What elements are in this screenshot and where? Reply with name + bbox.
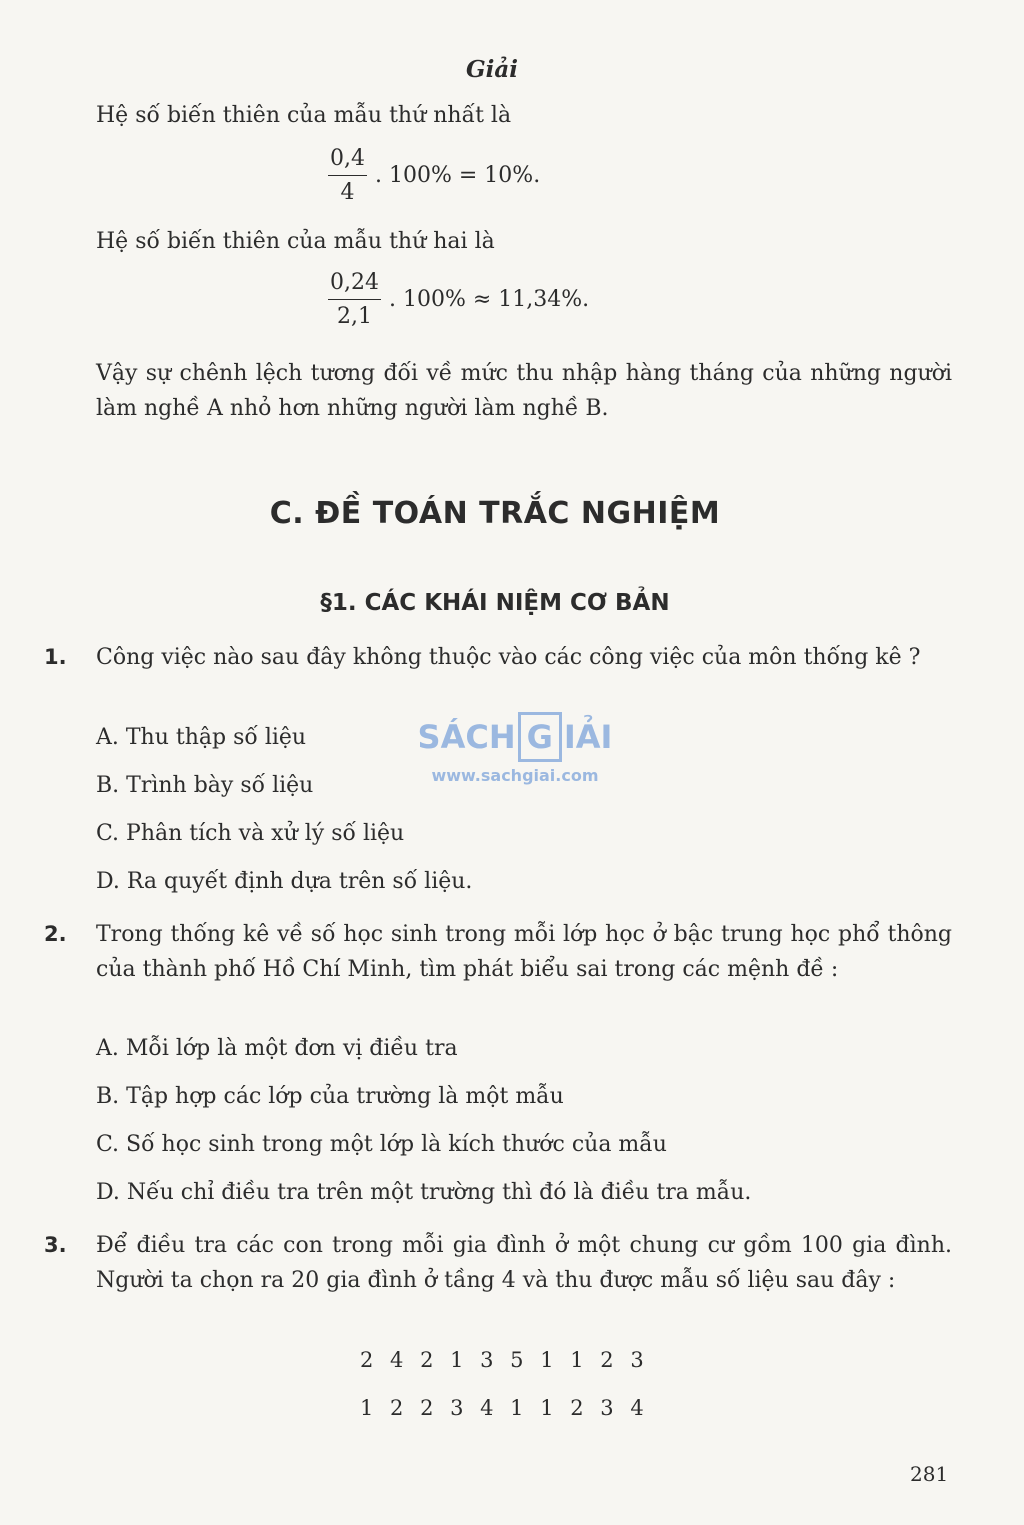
question-3-data-row-2: 1 2 2 3 4 1 1 2 3 4 (360, 1396, 649, 1420)
solution-conclusion: Vậy sự chênh lệch tương đối về mức thu nhập hàng tháng của những người làm nghề A nhỏ hơn những người làm nghề B. (96, 361, 952, 421)
solution-line-1: Hệ số biến thiên của mẫu thứ nhất là (96, 103, 512, 128)
formula-1 (328, 146, 540, 205)
question-1-option-a: A. Thu thập số liệu (96, 725, 307, 750)
watermark (410, 712, 620, 785)
fraction-2-denominator: 2,1 (336, 304, 372, 329)
question-2-option-b: B. Tập hợp các lớp của trường là một mẫu (96, 1084, 564, 1109)
fraction-1-denominator: 4 (340, 180, 355, 205)
formula-2 (328, 270, 589, 329)
fraction-1-numerator: 0,4 (328, 146, 367, 176)
page-number: 281 (910, 1462, 949, 1486)
watermark-g-icon: G (518, 712, 562, 762)
solution-line-2: Hệ số biến thiên của mẫu thứ hai là (96, 229, 495, 254)
fraction-2 (328, 270, 381, 329)
question-1-option-c: C. Phân tích và xử lý số liệu (96, 821, 405, 846)
watermark-brand-left: SÁCH (417, 718, 516, 756)
question-3-data-row-1: 2 4 2 1 3 5 1 1 2 3 (360, 1348, 649, 1372)
section-title: C. ĐỀ TOÁN TRẮC NGHIỆM (269, 496, 721, 531)
question-2-number: 2. (44, 922, 67, 946)
fraction-1 (328, 146, 367, 205)
question-1-text: Công việc nào sau đây không thuộc vào các công việc của môn thống kê ? (96, 645, 921, 670)
fraction-2-numerator: 0,24 (328, 270, 381, 300)
question-1-option-d: D. Ra quyết định dựa trên số liệu. (96, 869, 473, 894)
formula-1-rest: . 100% = 10%. (375, 163, 541, 188)
question-1-number: 1. (44, 645, 67, 669)
question-2-option-c: C. Số học sinh trong một lớp là kích thước của mẫu (96, 1132, 667, 1157)
watermark-url: www.sachgiai.com (431, 766, 599, 785)
question-3-number: 3. (44, 1233, 67, 1257)
watermark-logo (410, 712, 620, 762)
formula-2-rest: . 100% ≈ 11,34%. (388, 287, 590, 312)
question-3-text: Để điều tra các con trong mỗi gia đình ở một chung cư gồm 100 gia đình. Người ta chọn ra 20 gia đình ở tầng 4 và thu được mẫu số liệu sau đây : (96, 1233, 952, 1293)
question-1-option-b: B. Trình bày số liệu (96, 773, 314, 798)
watermark-brand-right: IẢI (563, 718, 613, 756)
question-2-text: Trong thống kê về số học sinh trong mỗi lớp học ở bậc trung học phổ thông của thành phố Hồ Chí Minh, tìm phát biểu sai trong các mệnh đề : (96, 922, 952, 982)
question-2-option-d: D. Nếu chỉ điều tra trên một trường thì đó là điều tra mẫu. (96, 1180, 752, 1205)
solution-heading: Giải (466, 56, 519, 83)
section-subtitle: §1. CÁC KHÁI NIỆM CƠ BẢN (320, 590, 670, 616)
question-2-option-a: A. Mỗi lớp là một đơn vị điều tra (96, 1036, 458, 1061)
